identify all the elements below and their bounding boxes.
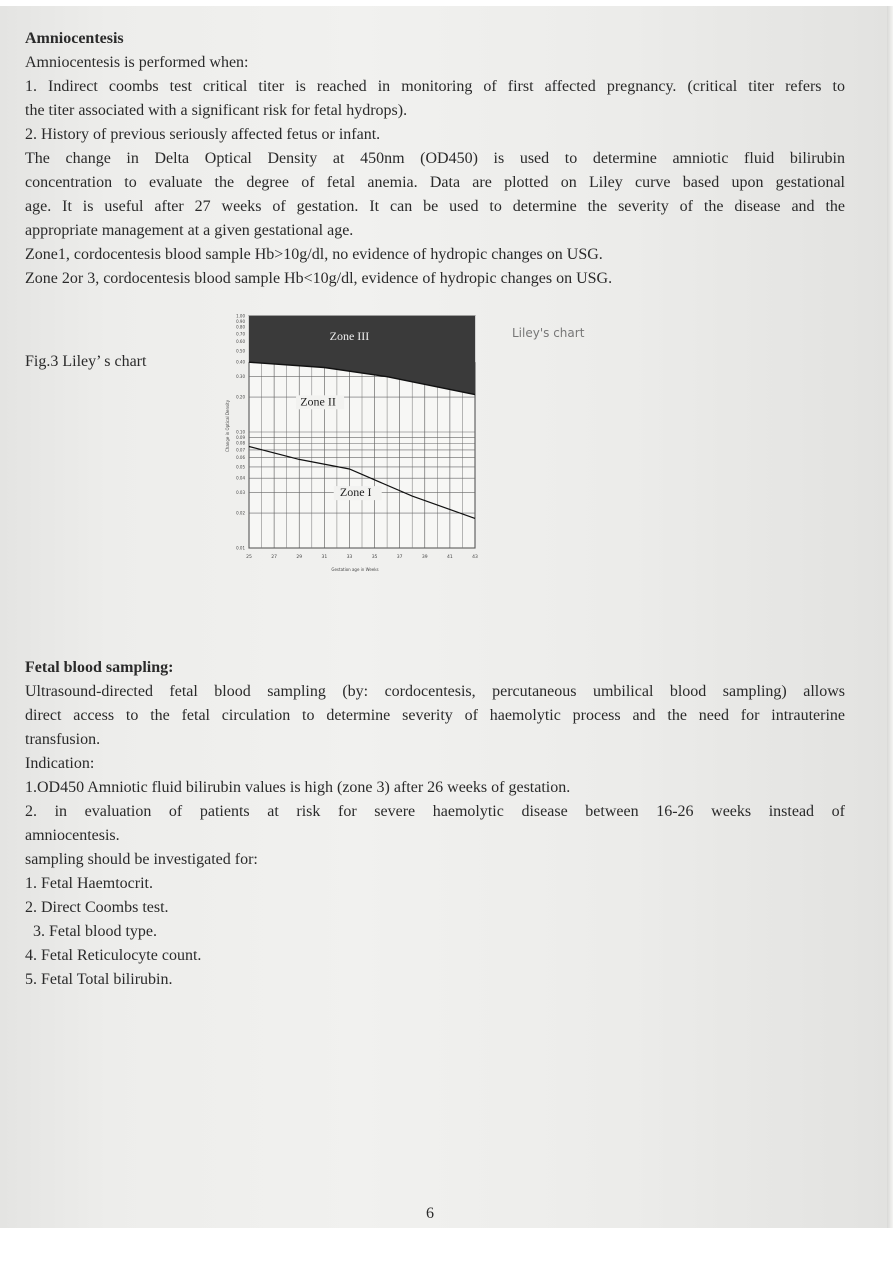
x-tick-label: 33 [346, 555, 353, 560]
y-tick-label: 0.50 [236, 348, 245, 354]
paragraph-line: Indication: [25, 755, 95, 772]
section-heading: Fetal blood sampling: [25, 659, 174, 676]
zone-label: Zone II [300, 394, 336, 409]
x-tick-label: 29 [296, 555, 303, 560]
x-tick-label: 35 [371, 555, 378, 560]
y-tick-label: 0.03 [236, 490, 245, 496]
list-item: 4. Fetal Reticulocyte count. [25, 947, 202, 964]
fetal-blood-sampling-section [25, 656, 845, 992]
paragraph-line: 2. History of previous seriously affected fetus or infant. [25, 126, 381, 143]
y-tick-label: 0.05 [236, 464, 245, 470]
figure-label: Fig.3 Liley’ s chart [25, 353, 147, 370]
liley-chart [205, 312, 490, 577]
list-item: 1. Fetal Haemtocrit. [25, 875, 153, 892]
paragraph-line: 1. Indirect coombs test critical titer is reached in monitoring of first affected pregnancy. (critical titer refers to [25, 78, 845, 95]
list-item: 5. Fetal Total bilirubin. [25, 971, 173, 988]
y-tick-label: 0.70 [236, 331, 245, 337]
y-tick-label: 0.40 [236, 359, 245, 365]
paragraph-line: amniocentesis. [25, 827, 120, 844]
y-tick-label: 0.06 [236, 455, 245, 461]
y-tick-label: 1.00 [236, 313, 245, 319]
zone-label: Zone III [329, 329, 370, 344]
section-heading: Amniocentesis [25, 30, 124, 47]
paragraph-line: 1.OD450 Amniotic fluid bilirubin values is high (zone 3) after 26 weeks of gestation. [25, 779, 571, 796]
y-tick-label: 0.08 [236, 440, 245, 446]
paragraph-line: Ultrasound-directed fetal blood sampling (by: cordocentesis, percutaneous umbilical blood sampling) allows [25, 683, 845, 700]
x-tick-label: 25 [246, 555, 252, 560]
paragraph-line: concentration to evaluate the degree of fetal anemia. Data are plotted on Liley curve based upon gestational [25, 174, 845, 191]
zone-label: Zone I [339, 485, 372, 500]
x-tick-label: 27 [271, 555, 277, 560]
paragraph-line: Zone 2or 3, cordocentesis blood sample Hb<10g/dl, evidence of hydropic changes on USG. [25, 270, 613, 287]
paragraph-line: The change in Delta Optical Density at 450nm (OD450) is used to determine amniotic fluid bilirubin [25, 150, 845, 167]
paragraph-line: appropriate management at a given gestational age. [25, 222, 354, 239]
y-tick-label: 0.01 [236, 545, 245, 551]
y-tick-label: 0.30 [236, 374, 245, 380]
x-tick-label: 41 [447, 555, 453, 560]
y-tick-label: 0.60 [236, 339, 245, 345]
y-tick-label: 0.10 [236, 429, 245, 435]
amniocentesis-section [25, 27, 845, 291]
y-tick-label: 0.90 [236, 318, 245, 324]
list-item: 3. Fetal blood type. [33, 923, 157, 940]
paragraph-line: direct access to the fetal circulation to determine severity of haemolytic process and the need for intrauterine [25, 707, 845, 724]
paragraph-line: Zone1, cordocentesis blood sample Hb>10g/dl, no evidence of hydropic changes on USG. [25, 246, 603, 263]
x-tick-label: 39 [421, 555, 428, 560]
list-item: 2. Direct Coombs test. [25, 899, 169, 916]
x-tick-label: 43 [472, 555, 478, 560]
x-axis-label: Gestation age in Weeks [331, 567, 379, 572]
y-tick-label: 0.20 [236, 394, 245, 400]
page-edge [887, 6, 893, 1228]
paragraph-line: the titer associated with a significant risk for fetal hydrops). [25, 102, 408, 119]
y-tick-label: 0.09 [236, 434, 245, 440]
y-tick-label: 0.02 [236, 510, 245, 516]
y-tick-label: 0.04 [236, 475, 245, 481]
paragraph-line: Amniocentesis is performed when: [25, 54, 249, 71]
paragraph-line: age. It is useful after 27 weeks of gestation. It can be used to determine the severity of the disease and the [25, 198, 845, 215]
x-tick-labels [246, 554, 478, 560]
chart-caption: Liley's chart [512, 326, 585, 340]
paragraph-line: sampling should be investigated for: [25, 851, 258, 868]
paragraph-line: 2. in evaluation of patients at risk for severe haemolytic disease between 16-26 weeks instead of [25, 803, 845, 820]
y-tick-labels [236, 314, 245, 551]
x-tick-label: 31 [321, 555, 328, 560]
page-number: 6 [426, 1205, 434, 1222]
y-tick-label: 0.80 [236, 324, 245, 330]
paragraph-line: transfusion. [25, 731, 101, 748]
y-tick-label: 0.07 [236, 447, 245, 453]
y-axis-label: Change in Optical Density [225, 399, 230, 452]
x-tick-label: 37 [396, 555, 403, 560]
